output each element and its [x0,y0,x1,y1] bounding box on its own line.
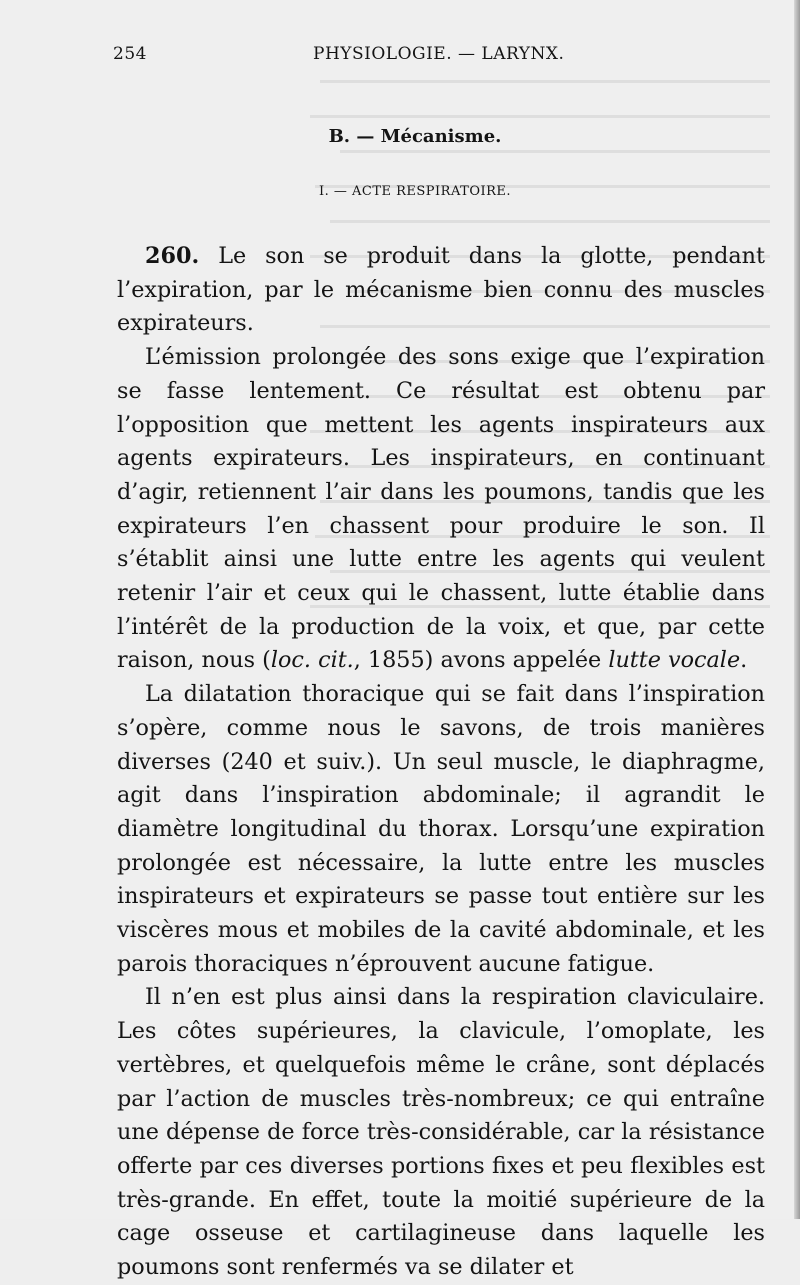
paragraph-text: , 1855) avons appelée [353,647,609,674]
page-edge-shadow [794,0,800,1219]
paragraph-text: Le son se produit dans la glotte, pendant l’expiration, par le mécanisme bien connu des muscles expirateurs. [117,243,765,337]
citation: loc. cit. [270,647,354,674]
section-title: B. — Mécanisme. [328,126,502,147]
paragraph-text: Il n’en est plus ainsi dans la respiration claviculaire. Les côtes supérieures, la clavicule, l’omoplate, les vertèbres, et quelquefois même le crâne, sont déplacés par l’action de muscles très-nombreux; ce qui entraîne une dépense de force très-considérable, car la résistance offerte par ces diverses portions fixes et peu flexibles est très-grande. En effet, toute la moitié supérieure de la cage osseuse et cartilagineuse dans laquelle les poumons sont renfermés va se dilater et [117,984,765,1281]
paragraph-text: L’émission prolongée des sons exige que l’expiration se fasse lentement. Ce résultat est obtenu par l’opposition que mettent les agents inspirateurs aux agents expirateurs. Les inspirateurs, en continuant d’agir, retiennent l’air dans les poumons, tandis que les expirateurs l’en chassent pour produire le son. Il s’établit ainsi une lutte entre les agents qui veulent retenir l’air et ceux qui le chassent, lutte établie dans l’intérêt de la production de la voix, et que, par cette raison, nous ( [117,344,765,674]
paragraph-260 [117,240,765,341]
paragraph-claviculaire [117,981,765,1284]
paragraph-dilatation [117,678,765,981]
page-number: 254 [113,44,147,64]
paragraph-lutte-vocale [117,341,765,678]
italic-term: lutte vocale [608,647,741,674]
body-text [117,240,765,1285]
running-head: PHYSIOLOGIE. — LARYNX. [313,44,565,64]
paragraph-text: . [740,647,748,674]
paragraph-text: La dilatation thoracique qui se fait dans l’inspiration s’opère, comme nous le savons, de trois manières diverses (240 et suiv.). Un seul muscle, le diaphragme, agit dans l’inspiration abdominale; il agrandit le diamètre longitudinal du thorax. Lorsqu’une expiration prolongée est nécessaire, la lutte entre les muscles inspirateurs et expirateurs se passe tout entière sur les viscères mous et mobiles de la cavité abdominale, et les parois thoraciques n’éprouvent aucune fatigue. [117,681,765,977]
subsection-title: I. — ACTE RESPIRATOIRE. [318,184,512,199]
paragraph-number: 260. [145,243,200,269]
page-header [113,44,773,74]
